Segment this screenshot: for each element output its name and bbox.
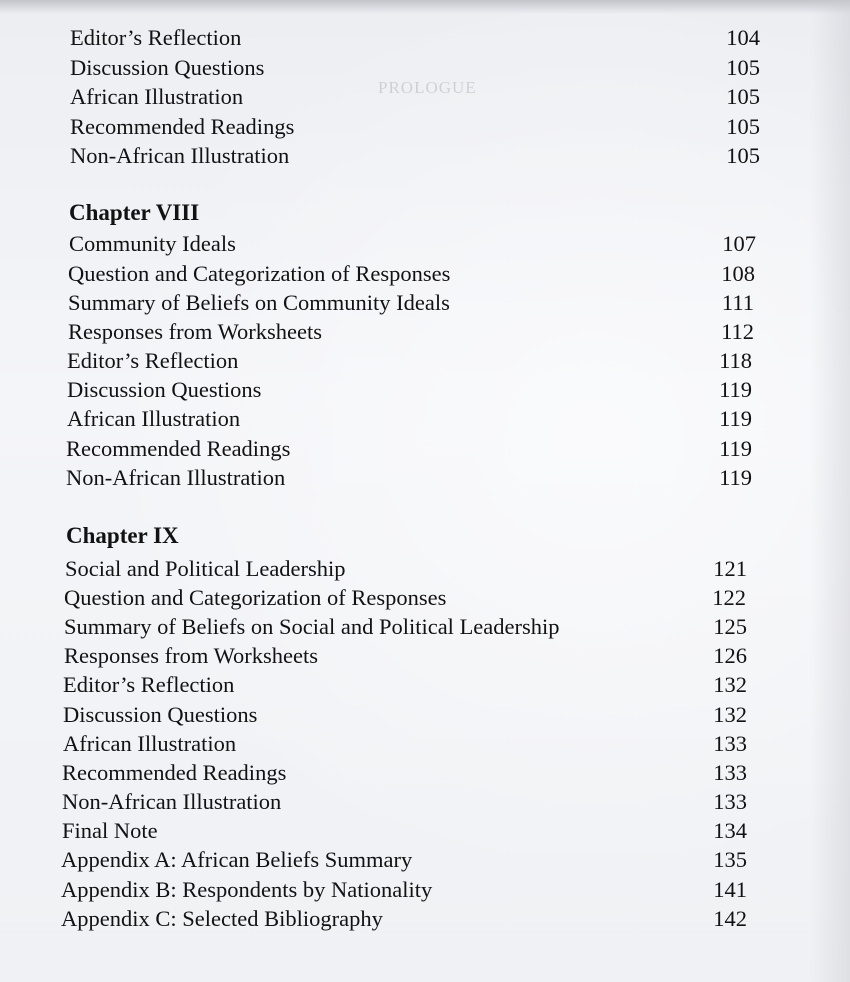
- toc-entry-page: 133: [713, 731, 747, 756]
- toc-entry[interactable]: [66, 434, 756, 463]
- toc-entry-title: Discussion Questions: [67, 377, 262, 402]
- toc-entry-title: Summary of Beliefs on Social and Political Leadership: [64, 614, 560, 639]
- toc-entry[interactable]: [61, 845, 751, 874]
- toc-entry[interactable]: [69, 229, 759, 258]
- toc-entry-page: 133: [713, 760, 747, 785]
- toc-entry-page: 134: [713, 818, 747, 843]
- toc-entry-page: 112: [721, 319, 754, 344]
- toc-entry-page: 133: [713, 789, 747, 814]
- toc-entry-title: Non-African Illustration: [70, 143, 290, 168]
- toc-entry[interactable]: [67, 404, 757, 433]
- toc-entry[interactable]: [70, 141, 760, 170]
- toc-entry-title: Discussion Questions: [63, 702, 258, 727]
- toc-entry-title: Question and Categorization of Responses: [68, 261, 451, 286]
- toc-entry-page: 122: [712, 585, 746, 610]
- toc-entry-title: Appendix B: Respondents by Nationality: [61, 877, 433, 902]
- toc-entry[interactable]: [64, 612, 754, 641]
- toc-entry-title: Non-African Illustration: [66, 465, 286, 490]
- toc-entry-title: Community Ideals: [69, 231, 236, 256]
- toc-entry-page: 105: [726, 114, 760, 139]
- toc-entry[interactable]: [68, 259, 758, 288]
- toc-entry-title: Responses from Worksheets: [64, 643, 318, 668]
- toc-entry[interactable]: [66, 463, 756, 492]
- toc-entry-title: Non-African Illustration: [62, 789, 282, 814]
- toc-entry[interactable]: [65, 554, 755, 583]
- toc-entry-page: 119: [719, 465, 752, 490]
- toc-entry-page: 135: [713, 847, 747, 872]
- toc-entry-page: 126: [713, 643, 747, 668]
- toc-entry[interactable]: [63, 700, 753, 729]
- toc-entry-title: Recommended Readings: [70, 114, 295, 139]
- toc-entry[interactable]: [67, 346, 757, 375]
- toc-entry-title: Appendix A: African Beliefs Summary: [61, 847, 413, 872]
- toc-entry[interactable]: [62, 816, 752, 845]
- toc-entry[interactable]: [63, 670, 753, 699]
- toc-entry[interactable]: [63, 729, 753, 758]
- toc-entry[interactable]: [62, 758, 752, 787]
- toc-entry-page: 132: [713, 672, 747, 697]
- toc-entry-page: 141: [713, 877, 747, 902]
- toc-entry-page: 119: [719, 436, 752, 461]
- toc-entry[interactable]: [61, 904, 751, 933]
- toc-entry[interactable]: [64, 583, 754, 612]
- toc-entry-page: 121: [713, 556, 747, 581]
- toc-entry-page: 118: [719, 348, 752, 373]
- toc-entry-page: 108: [721, 261, 755, 286]
- toc-entry-title: Appendix C: Selected Bibliography: [61, 906, 383, 931]
- toc-entry[interactable]: [70, 53, 760, 82]
- toc-entry[interactable]: [67, 375, 757, 404]
- chapter-heading: Chapter VIII: [69, 200, 200, 225]
- toc-entry-title: African Illustration: [63, 731, 237, 756]
- toc-entry-page: 119: [719, 377, 752, 402]
- toc-entry-page: 105: [726, 84, 760, 109]
- toc-entry-title: Recommended Readings: [62, 760, 287, 785]
- toc-entry-title: Final Note: [62, 818, 158, 843]
- toc-entry-title: Responses from Worksheets: [68, 319, 322, 344]
- toc-entry[interactable]: [70, 82, 760, 111]
- toc-entry-title: Social and Political Leadership: [65, 556, 346, 581]
- toc-entry[interactable]: [70, 23, 760, 52]
- toc-entry[interactable]: [64, 641, 754, 670]
- toc-entry-title: African Illustration: [67, 406, 241, 431]
- toc-entry[interactable]: [70, 112, 760, 141]
- toc-entry-page: 125: [713, 614, 747, 639]
- toc-entry-title: Question and Categorization of Responses: [64, 585, 447, 610]
- toc-entry-title: Discussion Questions: [70, 55, 265, 80]
- toc-entry-title: Recommended Readings: [66, 436, 291, 461]
- toc-entry-page: 111: [721, 290, 754, 315]
- toc-entry-page: 105: [726, 143, 760, 168]
- toc-entry-page: 119: [719, 406, 752, 431]
- bleed-through-heading: PROLOGUE: [378, 78, 477, 97]
- toc-entry-title: Summary of Beliefs on Community Ideals: [68, 290, 450, 315]
- toc-entry-title: African Illustration: [70, 84, 244, 109]
- toc-entry[interactable]: [68, 317, 758, 346]
- toc-entry-title: Editor’s Reflection: [70, 25, 242, 50]
- toc-entry-page: 104: [726, 25, 760, 50]
- toc-entry[interactable]: [68, 288, 758, 317]
- toc-entry-title: Editor’s Reflection: [63, 672, 235, 697]
- toc-entry[interactable]: [62, 787, 752, 816]
- toc-entry[interactable]: [61, 875, 751, 904]
- toc-entry-page: 142: [713, 906, 747, 931]
- toc-entry-title: Editor’s Reflection: [67, 348, 239, 373]
- toc-entry-page: 107: [722, 231, 756, 256]
- toc-entry-page: 132: [713, 702, 747, 727]
- chapter-heading: Chapter IX: [66, 523, 179, 548]
- toc-entry-page: 105: [726, 55, 760, 80]
